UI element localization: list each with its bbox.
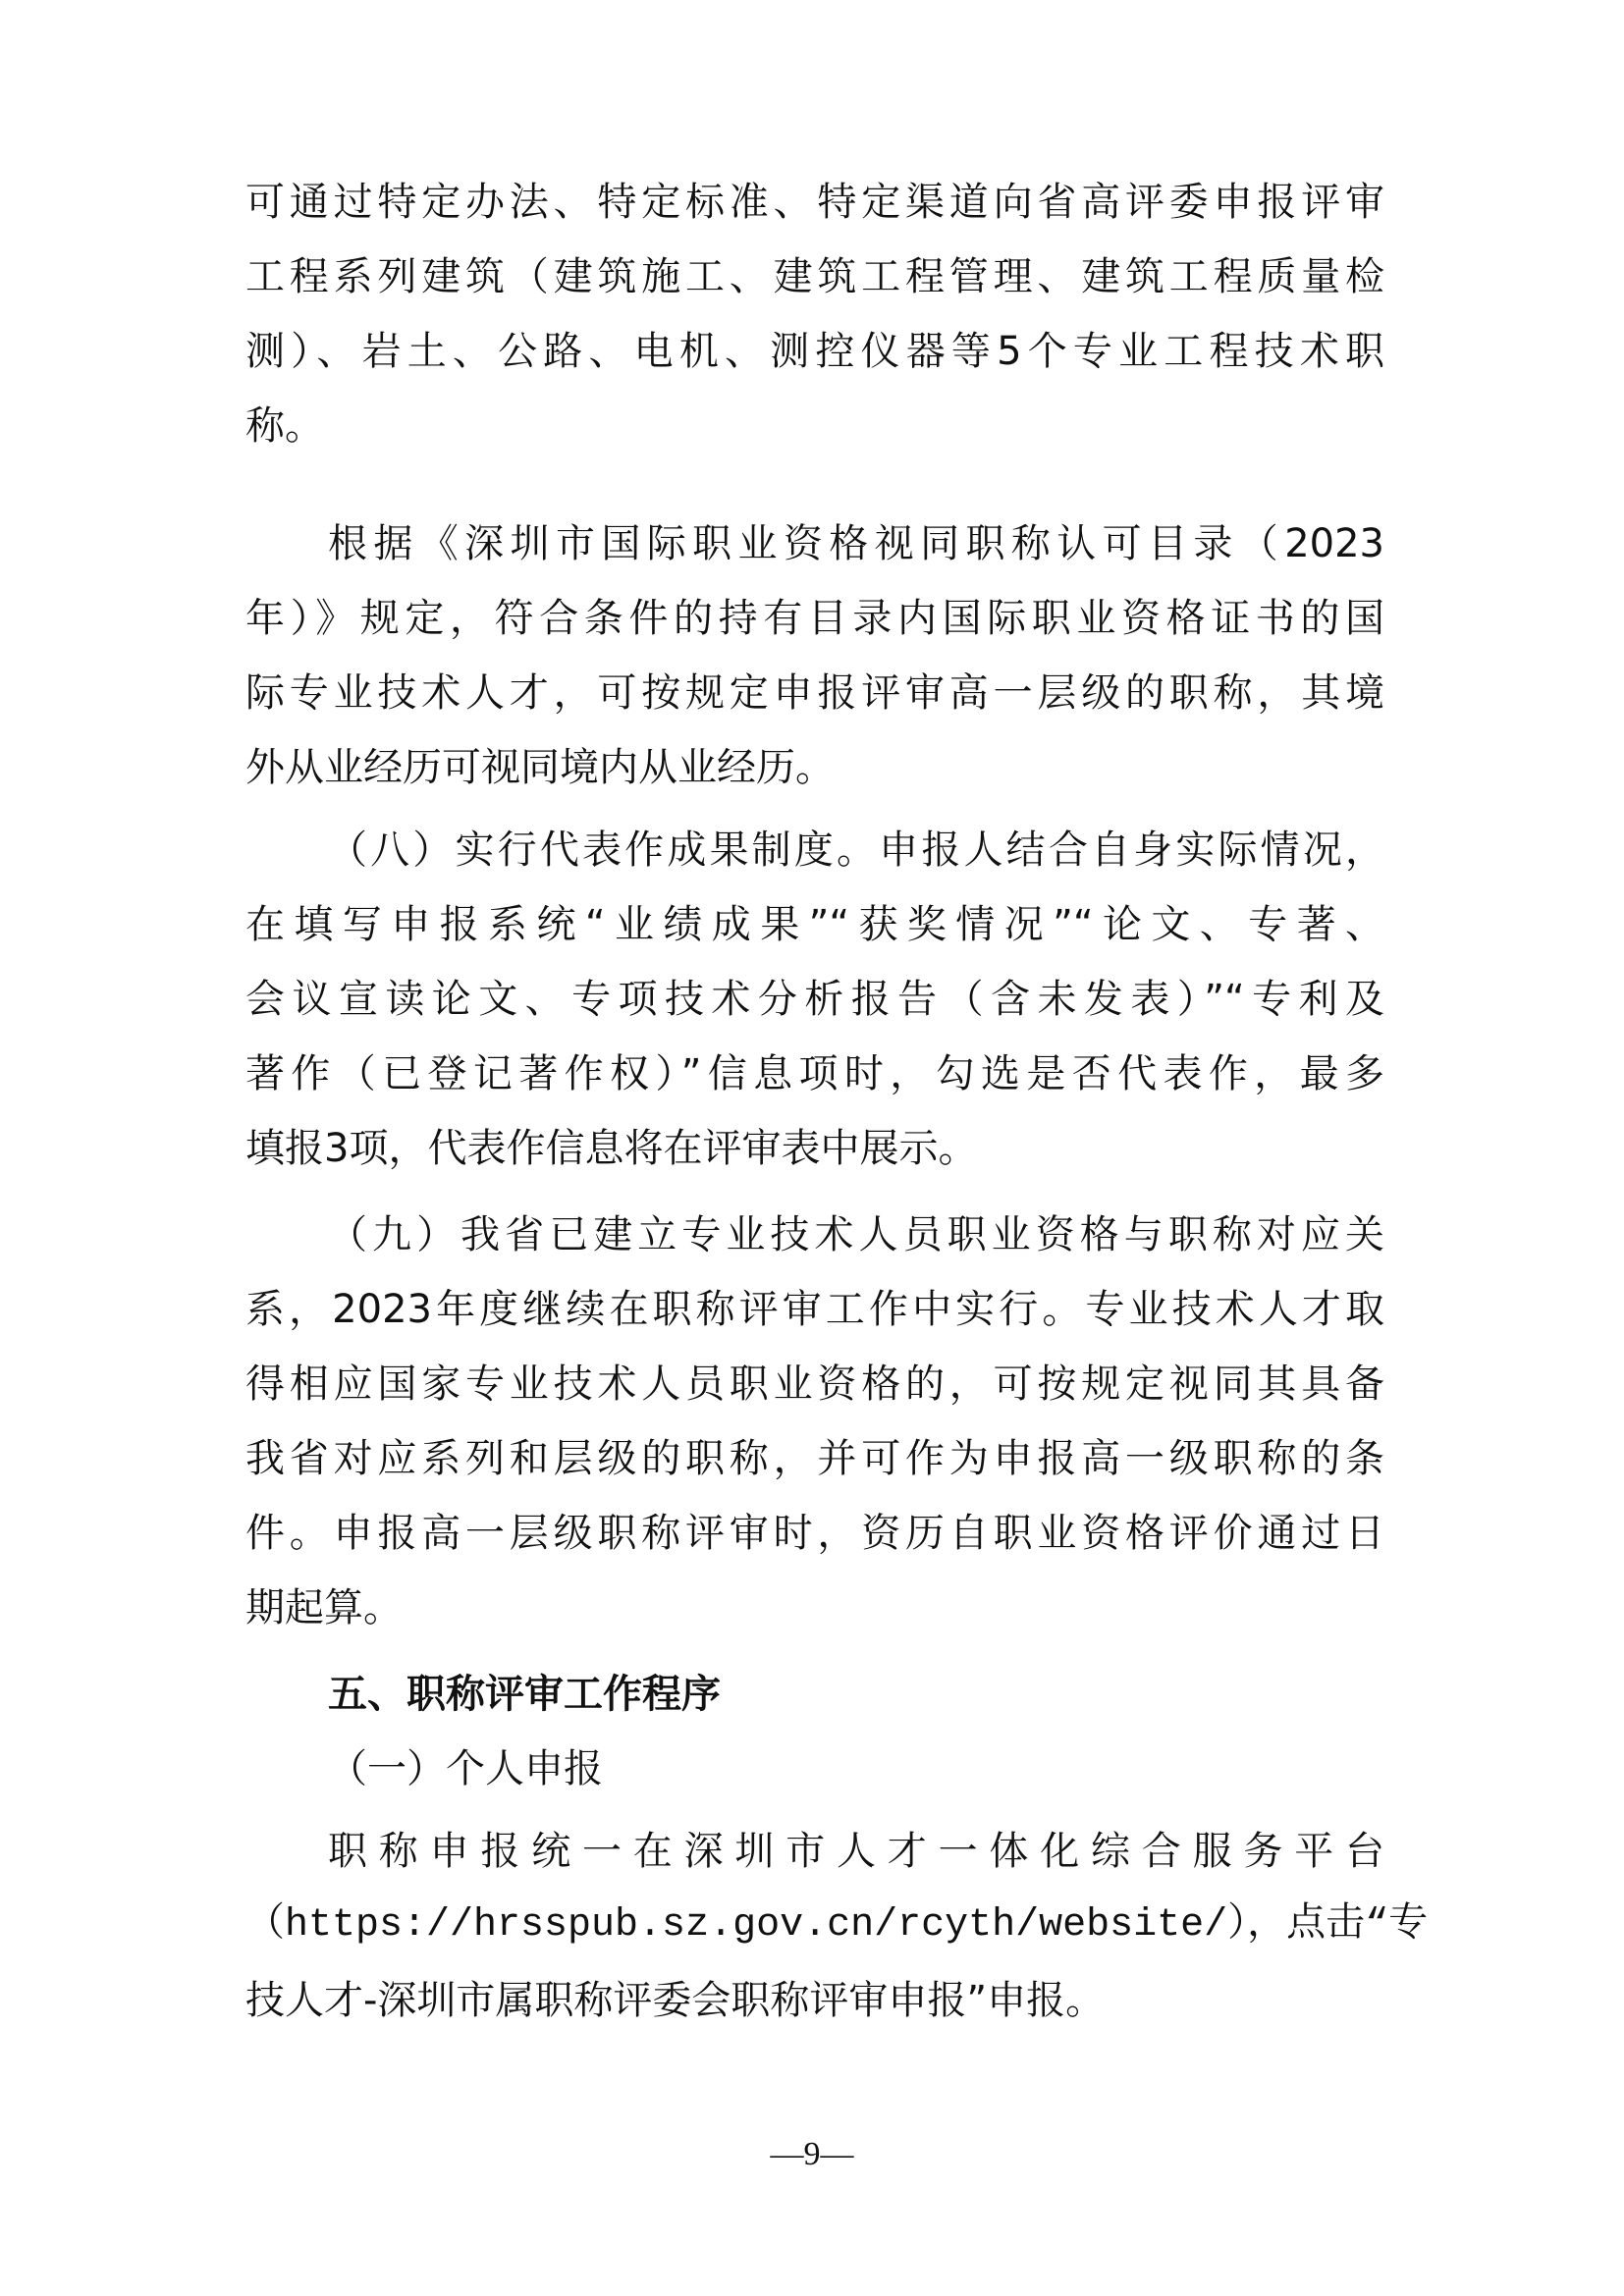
text-line: 著作（已登记著作权）”信息项时，勾选是否代表作，最多: [245, 1051, 1384, 1096]
text-line: 期起算。: [245, 1585, 403, 1630]
section-heading: 五、职称评审工作程序: [328, 1672, 721, 1717]
text-line: 系，2023年度继续在职称评审工作中实行。专业技术人才取: [245, 1287, 1384, 1332]
text-line: 根据《深圳市国际职业资格视同职称认可目录（2023: [328, 521, 1384, 566]
text-line-url: （https://hrsspub.sz.gov.cn/rcyth/website/），点击“专: [245, 1903, 1429, 1948]
text-line: （九）我省已建立专业技术人员职业资格与职称对应关: [328, 1212, 1384, 1257]
page-number: —9—: [770, 2136, 854, 2172]
text-line: 际专业技术人才，可按规定申报评审高一层级的职称，其境: [245, 670, 1384, 716]
text-line: 职称申报统一在深圳市人才一体化综合服务平台: [328, 1829, 1384, 1874]
text-line: （八）实行代表作成果制度。申报人结合自身实际情况，: [328, 828, 1384, 873]
text-line: 外从业经历可视同境内从业经历。: [245, 745, 835, 790]
text-line: 测）、岩土、公路、电机、测控仪器等5个专业工程技术职: [245, 329, 1384, 374]
text-line: 技人才-深圳市属职称评委会职称评审申报”申报。: [245, 1978, 1106, 2023]
text-line: 在填写申报系统“业绩成果”“获奖情况”“论文、专著、: [245, 902, 1384, 947]
text-line: 可通过特定办法、特定标准、特定渠道向省高评委申报评审: [245, 180, 1384, 225]
subsection-heading: （一）个人申报: [328, 1746, 603, 1791]
text-line: 件。申报高一层级职称评审时，资历自职业资格评价通过日: [245, 1511, 1384, 1556]
text-line: 我省对应系列和层级的职称，并可作为申报高一级职称的条: [245, 1436, 1384, 1481]
text-line: 得相应国家专业技术人员职业资格的，可按规定视同其具备: [245, 1362, 1384, 1407]
text-line: 工程系列建筑（建筑施工、建筑工程管理、建筑工程质量检: [245, 254, 1384, 299]
text-line: 年）》规定，符合条件的持有目录内国际职业资格证书的国: [245, 596, 1384, 641]
text-line: 填报3项，代表作信息将在评审表中展示。: [245, 1126, 978, 1171]
text-line: 会议宣读论文、专项技术分析报告（含未发表）”“专利及: [245, 977, 1384, 1022]
text-line: 称。: [245, 403, 324, 449]
